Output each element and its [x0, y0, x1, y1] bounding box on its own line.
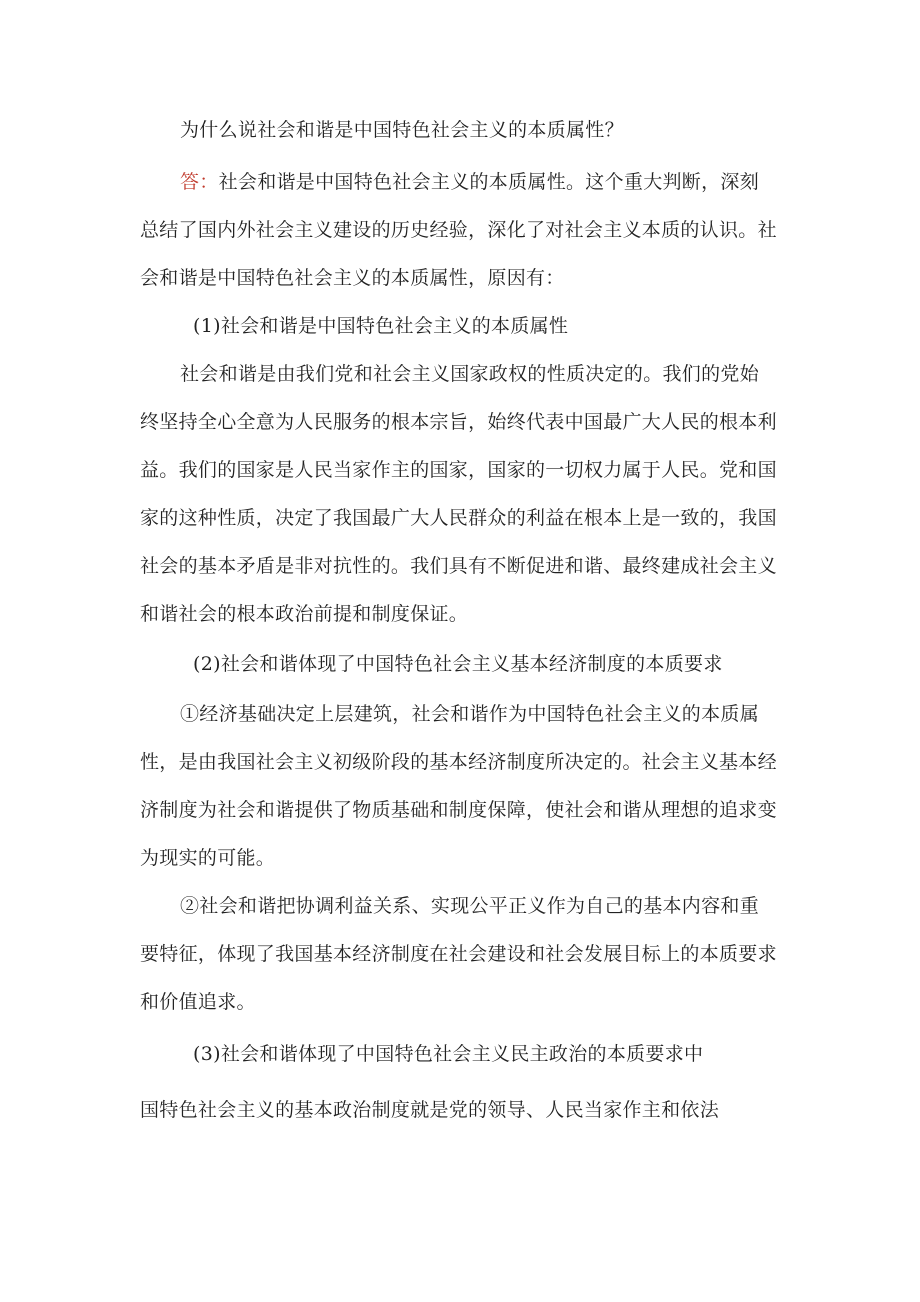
answer-label: 答：	[180, 171, 219, 193]
section1-line-1: 社会和谐是由我们党和社会主义国家政权的性质决定的。我们的党始	[180, 363, 760, 385]
section1-line-4: 家的这种性质，决定了我国最广大人民群众的利益在根本上是一致的，我国	[140, 507, 777, 529]
section2-heading: (2)社会和谐体现了中国特色社会主义基本经济制度的本质要求	[193, 653, 723, 675]
section2-point2-line-3: 和价值追求。	[140, 991, 256, 1013]
section3-line-1: 国特色社会主义的基本政治制度就是党的领导、人民当家作主和依法	[140, 1099, 720, 1121]
answer-intro-line-3: 会和谐是中国特色社会主义的本质属性，原因有：	[140, 267, 565, 289]
section2-point1-line-4: 为现实的可能。	[140, 847, 276, 869]
section2-point2-line-2: 要特征，体现了我国基本经济制度在社会建设和社会发展目标上的本质要求	[140, 943, 777, 965]
answer-intro-text: 社会和谐是中国特色社会主义的本质属性。这个重大判断，深刻	[218, 171, 760, 193]
section2-point2-line-1: ②社会和谐把协调利益关系、实现公平正义作为自己的基本内容和重	[180, 895, 760, 917]
answer-intro-line-1	[180, 170, 759, 194]
section1-heading: (1)社会和谐是中国特色社会主义的本质属性	[193, 315, 569, 337]
answer-intro-line-2: 总结了国内外社会主义建设的历史经验，深化了对社会主义本质的认识。社	[140, 219, 777, 241]
question-title: 为什么说社会和谐是中国特色社会主义的本质属性？	[180, 119, 624, 141]
section1-line-5: 社会的基本矛盾是非对抗性的。我们具有不断促进和谐、最终建成社会主义	[140, 555, 777, 577]
section2-point1-line-2: 性，是由我国社会主义初级阶段的基本经济制度所决定的。社会主义基本经	[140, 751, 777, 773]
section1-line-2: 终坚持全心全意为人民服务的根本宗旨，始终代表中国最广大人民的根本利	[140, 411, 777, 433]
section2-point1-line-1: ①经济基础决定上层建筑，社会和谐作为中国特色社会主义的本质属	[180, 703, 760, 725]
section3-heading: (3)社会和谐体现了中国特色社会主义民主政治的本质要求中	[193, 1043, 704, 1065]
section1-line-6: 和谐社会的根本政治前提和制度保证。	[140, 603, 469, 625]
section1-line-3: 益。我们的国家是人民当家作主的国家，国家的一切权力属于人民。党和国	[140, 459, 777, 481]
section2-point1-line-3: 济制度为社会和谐提供了物质基础和制度保障，使社会和谐从理想的追求变	[140, 799, 777, 821]
